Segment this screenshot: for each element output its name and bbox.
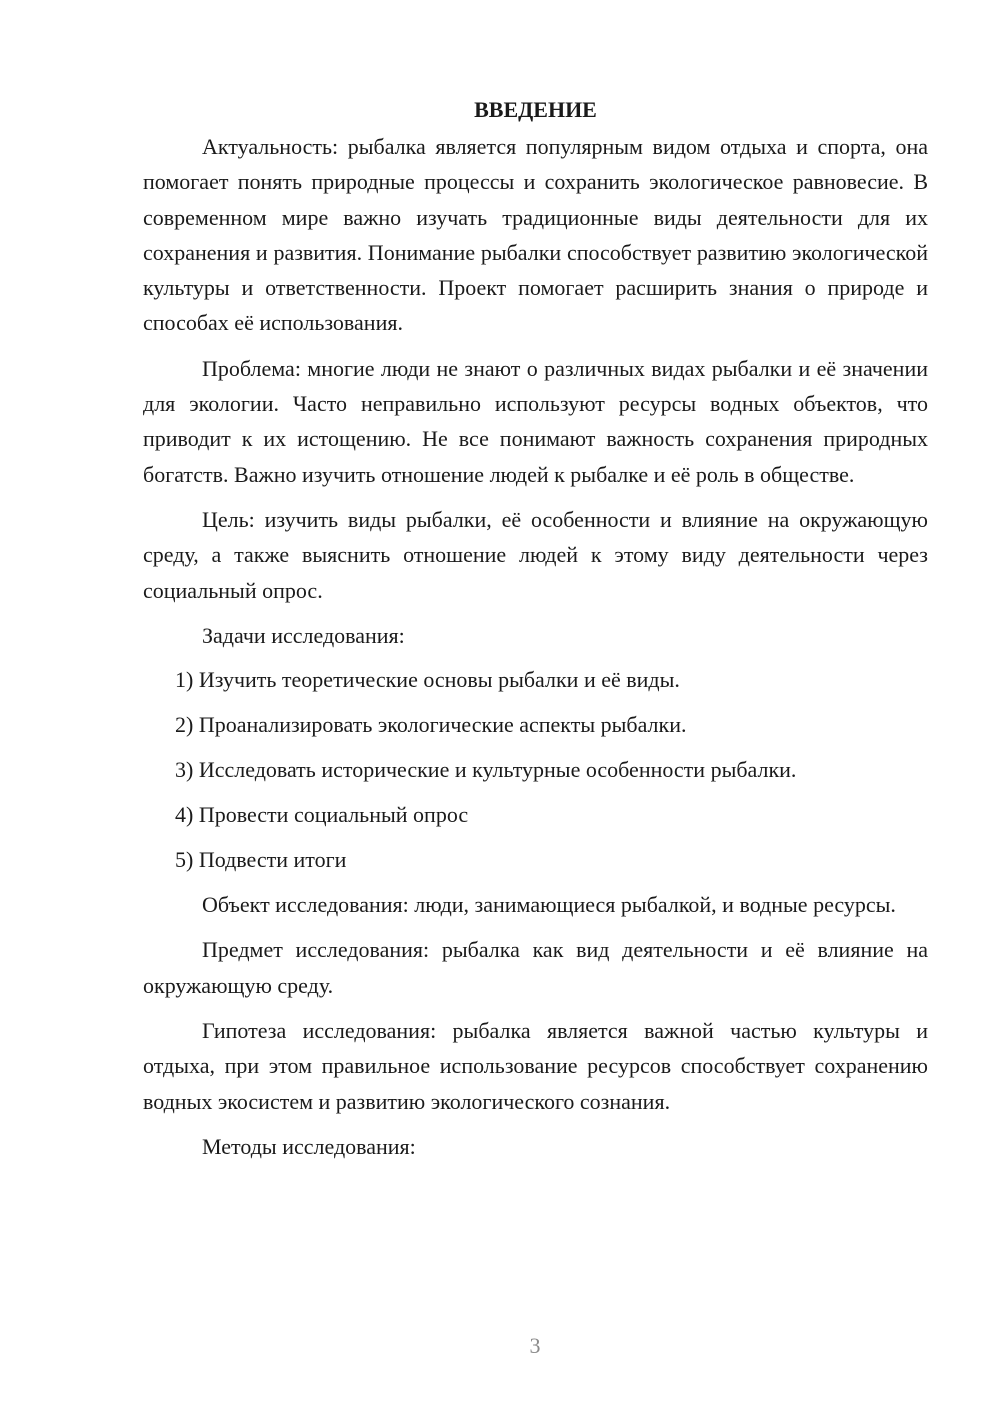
paragraph-methods: Методы исследования: xyxy=(202,1133,416,1159)
task-list xyxy=(143,662,928,877)
paragraph-subject: Предмет исследования: рыбалка как вид деятельности и её влияние на окружающую среду. xyxy=(143,937,928,998)
paragraph-goal: Цель: изучить виды рыбалки, её особенности и влияние на окружающую среду, а также выяснить отношение людей к этому виду деятельности через социальный опрос. xyxy=(143,506,928,603)
list-item: 5) Подвести итоги xyxy=(175,847,347,873)
tasks-title: Задачи исследования: xyxy=(202,622,405,648)
paragraph-object: Объект исследования: люди, занимающиеся рыбалкой, и водные ресурсы. xyxy=(202,892,896,918)
page-number: 3 xyxy=(529,1333,541,1358)
list-item: 1) Изучить теоретические основы рыбалки и её виды. xyxy=(175,667,680,693)
paragraph-relevance: Актуальность: рыбалка является популярным видом отдыха и спорта, она помогает понять природные процессы и сохранить экологическое равновесие. В современном мире важно изучать традиционные виды деятельности для их сохранения и развития. Понимание рыбалки способствует развитию экологической культуры и ответственности. Проект помогает расширить знания о природе и способах её использования. xyxy=(143,134,928,336)
page-content xyxy=(143,92,928,1164)
paragraph-hypothesis: Гипотеза исследования: рыбалка является важной частью культуры и отдыха, при этом правильное использование ресурсов способствует сохранению водных экосистем и развитию экологического сознания. xyxy=(143,1018,928,1114)
section-heading: ВВЕДЕНИЕ xyxy=(474,97,597,122)
list-item: 2) Проанализировать экологические аспекты рыбалки. xyxy=(175,712,687,738)
list-item: 3) Исследовать исторические и культурные особенности рыбалки. xyxy=(175,757,797,783)
list-item: 4) Провести социальный опрос xyxy=(175,802,469,828)
paragraph-problem: Проблема: многие люди не знают о различных видах рыбалки и её значении для экологии. Часто неправильно используют ресурсы водных объектов, что приводит к их истощению. Не все понимают важность сохранения природных богатств. Важно изучить отношение людей к рыбалке и её роль в обществе. xyxy=(143,355,928,487)
